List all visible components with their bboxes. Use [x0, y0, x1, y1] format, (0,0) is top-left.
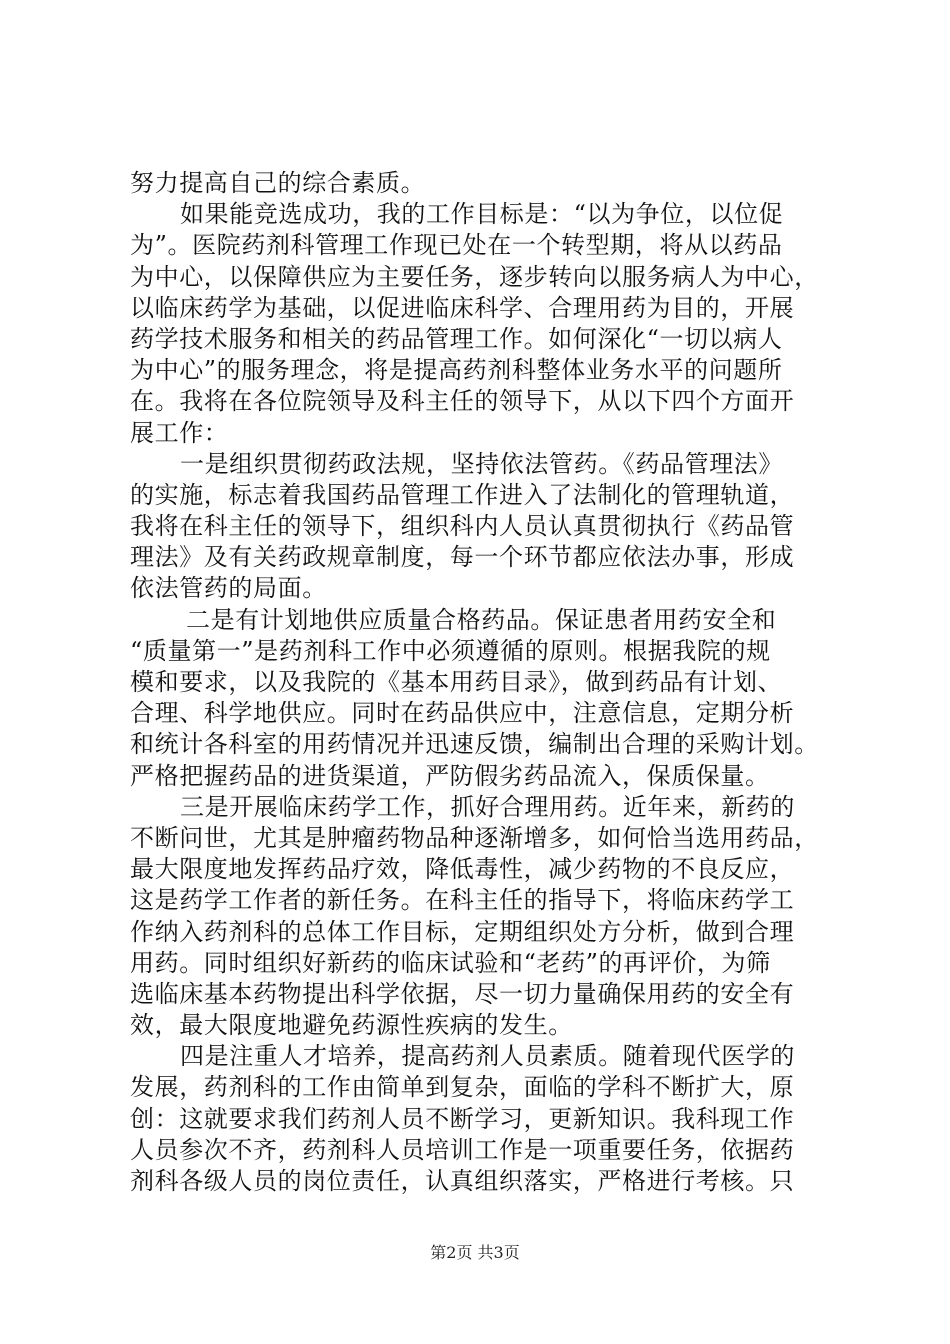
text-line: 效，最大限度地避免药源性疾病的发生。 — [130, 1011, 573, 1040]
text-line: 这是药学工作者的新任务。在科主任的指导下，将临床药学工 — [130, 886, 795, 915]
text-line: 为中心，以保障供应为主要任务，逐步转向以服务病人为中心， — [130, 262, 819, 291]
text-line: 最大限度地发挥药品疗效，降低毒性，减少药物的不良反应， — [130, 855, 795, 884]
paragraph-start-line: 二是有计划地供应质量合格药品。保证患者用药安全和 — [186, 605, 777, 634]
text-line: 展工作： — [130, 418, 229, 447]
text-line: 模和要求，以及我院的《基本用药目录》，做到药品有计划、 — [130, 668, 783, 696]
text-line: 我将在科主任的领导下，组织科内人员认真贯彻执行《药品管 — [130, 512, 795, 541]
text-line: 的实施，标志着我国药品管理工作进入了法制化的管理轨道， — [130, 480, 795, 509]
text-line: 严格把握药品的进货渠道，严防假劣药品流入，保质保量。 — [130, 761, 770, 790]
text-line: 创：这就要求我们药剂人员不断学习，更新知识。我科现工作 — [130, 1104, 795, 1133]
text-line: 在。我将在各位院领导及科主任的领导下，从以下四个方面开 — [130, 387, 795, 416]
page-footer — [0, 1243, 950, 1263]
paragraph-start-line: 如果能竞选成功，我的工作目标是：“以为争位，以位促 — [180, 200, 784, 229]
paragraph-start-line: 三是开展临床药学工作，抓好合理用药。近年来，新药的 — [180, 792, 795, 821]
page-number-label: 第2页 共3页 — [430, 1243, 520, 1262]
text-line: 药学技术服务和相关的药品管理工作。如何深化“一切以病人 — [130, 324, 783, 353]
text-line: 为”。医院药剂科管理工作现已处在一个转型期，将从以药品 — [130, 231, 783, 260]
text-line: 剂科各级人员的岗位责任，认真组织落实，严格进行考核。只 — [130, 1167, 795, 1195]
body-text — [130, 168, 830, 1197]
text-line: 选临床基本药物提出科学依据，尽一切力量确保用药的安全有 — [130, 979, 795, 1008]
text-line: 努力提高自己的综合素质。 — [130, 169, 426, 197]
text-line: “质量第一”是药剂科工作中必须遵循的原则。根据我院的规 — [130, 636, 771, 665]
text-line: 为中心”的服务理念，将是提高药剂科整体业务水平的问题所 — [130, 356, 783, 385]
text-line: 依法管药的局面。 — [130, 574, 327, 603]
text-line: 用药。同时组织好新药的临床试验和“老药”的再评价，为筛 — [130, 948, 771, 977]
text-line: 不断问世，尤其是肿瘤药物品种逐渐增多，如何恰当选用药品， — [130, 823, 819, 852]
text-line: 和统计各科室的用药情况并迅速反馈，编制出合理的采购计划。 — [130, 730, 819, 759]
text-line: 以临床药学为基础，以促进临床科学、合理用药为目的，开展 — [130, 293, 795, 322]
text-line: 理法》及有关药政规章制度，每一个环节都应依法办事，形成 — [130, 543, 795, 572]
text-line: 作纳入药剂科的总体工作目标，定期组织处方分析，做到合理 — [130, 917, 795, 946]
text-line: 发展，药剂科的工作由简单到复杂，面临的学科不断扩大，原 — [130, 1073, 795, 1102]
paragraph-start-line: 一是组织贯彻药政法规，坚持依法管药。《药品管理法》 — [180, 449, 783, 478]
text-line: 人员参次不齐，药剂科人员培训工作是一项重要任务，依据药 — [130, 1135, 795, 1164]
text-line: 合理、科学地供应。同时在药品供应中，注意信息，定期分析 — [130, 699, 795, 728]
paragraph-start-line: 四是注重人才培养，提高药剂人员素质。随着现代医学的 — [180, 1042, 795, 1071]
